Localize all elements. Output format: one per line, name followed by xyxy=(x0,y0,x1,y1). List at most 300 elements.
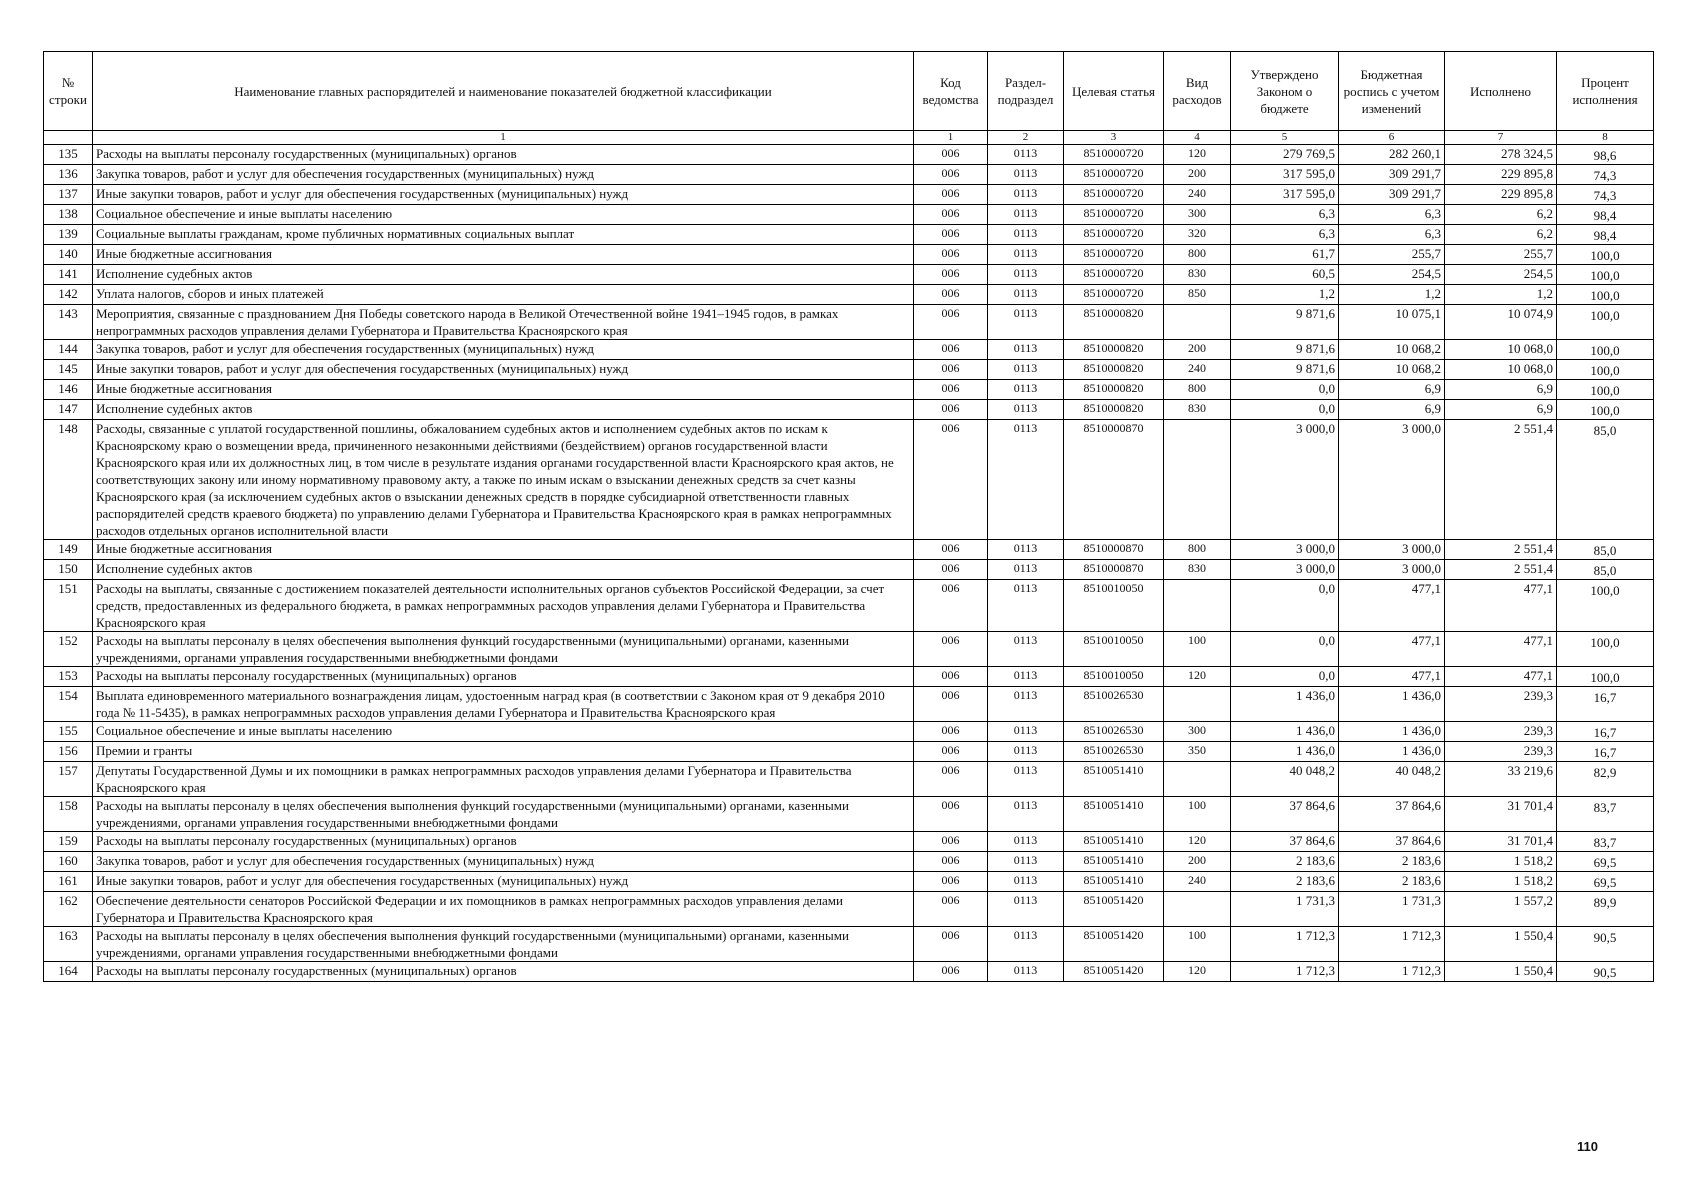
approved-value: 9 871,6 xyxy=(1231,305,1339,340)
dept-code: 006 xyxy=(914,380,988,400)
approved-value: 0,0 xyxy=(1231,632,1339,667)
approved-value: 40 048,2 xyxy=(1231,762,1339,797)
dept-code: 006 xyxy=(914,667,988,687)
budget-list-value: 2 183,6 xyxy=(1339,872,1445,892)
page-number: 110 xyxy=(1577,1139,1598,1154)
percent-value: 100,0 xyxy=(1557,360,1654,380)
budget-list-value: 6,9 xyxy=(1339,380,1445,400)
row-number: 152 xyxy=(44,632,93,667)
approved-value: 317 595,0 xyxy=(1231,185,1339,205)
target-code: 8510000820 xyxy=(1064,340,1164,360)
table-row xyxy=(44,742,1654,762)
target-code: 8510051410 xyxy=(1064,832,1164,852)
percent-value: 100,0 xyxy=(1557,285,1654,305)
table-row xyxy=(44,722,1654,742)
header-target: Целевая статья xyxy=(1064,52,1164,131)
row-name: Мероприятия, связанные с празднованием Дня Победы советского народа в Великой Отечественной войне 1941–1945 годов, в рамках непрограммных расходов управления делами Губернатора и Правительства Красноярского края xyxy=(93,305,914,340)
approved-value: 60,5 xyxy=(1231,265,1339,285)
dept-code: 006 xyxy=(914,872,988,892)
header-exp-type: Вид расходов xyxy=(1164,52,1231,131)
budget-list-value: 3 000,0 xyxy=(1339,560,1445,580)
budget-table-page xyxy=(43,51,1653,982)
approved-value: 0,0 xyxy=(1231,580,1339,632)
executed-value: 33 219,6 xyxy=(1445,762,1557,797)
budget-list-value: 6,9 xyxy=(1339,400,1445,420)
section-code: 0113 xyxy=(988,360,1064,380)
executed-value: 2 551,4 xyxy=(1445,540,1557,560)
executed-value: 1 518,2 xyxy=(1445,852,1557,872)
target-code: 8510000870 xyxy=(1064,560,1164,580)
table-row xyxy=(44,265,1654,285)
row-name: Исполнение судебных актов xyxy=(93,560,914,580)
dept-code: 006 xyxy=(914,400,988,420)
section-code: 0113 xyxy=(988,205,1064,225)
percent-value: 69,5 xyxy=(1557,872,1654,892)
table-row xyxy=(44,245,1654,265)
approved-value: 6,3 xyxy=(1231,225,1339,245)
section-code: 0113 xyxy=(988,340,1064,360)
percent-value: 16,7 xyxy=(1557,687,1654,722)
section-code: 0113 xyxy=(988,245,1064,265)
budget-list-value: 10 068,2 xyxy=(1339,340,1445,360)
row-name: Премии и гранты xyxy=(93,742,914,762)
budget-list-value: 255,7 xyxy=(1339,245,1445,265)
header-budget-list: Бюджетная роспись с учетом изменений xyxy=(1339,52,1445,131)
dept-code: 006 xyxy=(914,632,988,667)
column-number: 7 xyxy=(1445,131,1557,145)
percent-value: 98,4 xyxy=(1557,225,1654,245)
target-code: 8510026530 xyxy=(1064,742,1164,762)
percent-value: 98,4 xyxy=(1557,205,1654,225)
approved-value: 279 769,5 xyxy=(1231,145,1339,165)
column-number: 2 xyxy=(988,131,1064,145)
target-code: 8510000820 xyxy=(1064,305,1164,340)
executed-value: 1 550,4 xyxy=(1445,962,1557,982)
row-number: 156 xyxy=(44,742,93,762)
row-number: 147 xyxy=(44,400,93,420)
table-row xyxy=(44,832,1654,852)
expense-type xyxy=(1164,580,1231,632)
row-name: Закупка товаров, работ и услуг для обеспечения государственных (муниципальных) нужд xyxy=(93,340,914,360)
target-code: 8510000720 xyxy=(1064,245,1164,265)
row-number: 143 xyxy=(44,305,93,340)
table-row xyxy=(44,420,1654,540)
budget-list-value: 477,1 xyxy=(1339,580,1445,632)
table-row xyxy=(44,797,1654,832)
percent-value: 100,0 xyxy=(1557,380,1654,400)
percent-value: 100,0 xyxy=(1557,245,1654,265)
percent-value: 74,3 xyxy=(1557,185,1654,205)
dept-code: 006 xyxy=(914,305,988,340)
budget-list-value: 6,3 xyxy=(1339,225,1445,245)
budget-list-value: 10 075,1 xyxy=(1339,305,1445,340)
percent-value: 90,5 xyxy=(1557,962,1654,982)
budget-list-value: 282 260,1 xyxy=(1339,145,1445,165)
executed-value: 477,1 xyxy=(1445,632,1557,667)
expense-type: 200 xyxy=(1164,852,1231,872)
table-row xyxy=(44,165,1654,185)
expense-type: 120 xyxy=(1164,667,1231,687)
budget-list-value: 1 731,3 xyxy=(1339,892,1445,927)
expense-type: 100 xyxy=(1164,632,1231,667)
row-name: Расходы на выплаты персоналу государственных (муниципальных) органов xyxy=(93,145,914,165)
dept-code: 006 xyxy=(914,927,988,962)
section-code: 0113 xyxy=(988,580,1064,632)
section-code: 0113 xyxy=(988,742,1064,762)
row-name: Выплата единовременного материального вознаграждения лицам, удостоенным наград края (в соответствии с Законом края от 9 декабря 2010 года № 11-5435), в рамках непрограммных расходов управления делами Губернатора и Правительства Красноярского края xyxy=(93,687,914,722)
target-code: 8510010050 xyxy=(1064,632,1164,667)
table-row xyxy=(44,380,1654,400)
table-row xyxy=(44,560,1654,580)
target-code: 8510000820 xyxy=(1064,380,1164,400)
table-row xyxy=(44,872,1654,892)
row-name: Обеспечение деятельности сенаторов Российской Федерации и их помощников в рамках непрограммных расходов управления делами Губернатора и Правительства Красноярского края xyxy=(93,892,914,927)
row-name: Расходы, связанные с уплатой государственной пошлины, обжалованием судебных актов и исполнением судебных актов по искам к Красноярскому краю о возмещении вреда, причиненного незаконными действиями (бездействием) органов государственной власти Красноярского края или их должностных лиц, в том числе в результате издания органами государственной власти Красноярского края актов, не соответствующих закону или иному нормативному правовому акту, а также по иным искам о взыскании денежных средств за счет казны Красноярского края (за исключением судебных актов о взыскании денежных средств в порядке субсидиарной ответственности главных распорядителей средств краевого бюджета) по управлению делами Губернатора и Правительства Красноярского края в рамках непрограммных расходов отдельных органов исполнительной власти xyxy=(93,420,914,540)
table-row xyxy=(44,632,1654,667)
expense-type: 830 xyxy=(1164,265,1231,285)
approved-value: 61,7 xyxy=(1231,245,1339,265)
table-row xyxy=(44,145,1654,165)
approved-value: 37 864,6 xyxy=(1231,832,1339,852)
row-number: 145 xyxy=(44,360,93,380)
row-name: Расходы на выплаты персоналу в целях обеспечения выполнения функций государственными (муниципальными) органами, казенными учреждениями, органами управления государственными внебюджетными фондами xyxy=(93,927,914,962)
row-number: 154 xyxy=(44,687,93,722)
executed-value: 10 074,9 xyxy=(1445,305,1557,340)
budget-list-value: 1 436,0 xyxy=(1339,687,1445,722)
percent-value: 85,0 xyxy=(1557,420,1654,540)
dept-code: 006 xyxy=(914,687,988,722)
table-row xyxy=(44,340,1654,360)
section-code: 0113 xyxy=(988,892,1064,927)
table-row xyxy=(44,185,1654,205)
target-code: 8510051420 xyxy=(1064,892,1164,927)
header-dept-code: Код ведомства xyxy=(914,52,988,131)
budget-list-value: 309 291,7 xyxy=(1339,165,1445,185)
executed-value: 477,1 xyxy=(1445,667,1557,687)
section-code: 0113 xyxy=(988,285,1064,305)
row-number: 140 xyxy=(44,245,93,265)
executed-value: 477,1 xyxy=(1445,580,1557,632)
expense-type xyxy=(1164,305,1231,340)
section-code: 0113 xyxy=(988,145,1064,165)
budget-list-value: 3 000,0 xyxy=(1339,420,1445,540)
row-name: Иные бюджетные ассигнования xyxy=(93,380,914,400)
dept-code: 006 xyxy=(914,165,988,185)
section-code: 0113 xyxy=(988,722,1064,742)
dept-code: 006 xyxy=(914,265,988,285)
expense-type: 300 xyxy=(1164,722,1231,742)
executed-value: 239,3 xyxy=(1445,687,1557,722)
budget-list-value: 6,3 xyxy=(1339,205,1445,225)
row-number: 144 xyxy=(44,340,93,360)
percent-value: 100,0 xyxy=(1557,340,1654,360)
section-code: 0113 xyxy=(988,265,1064,285)
row-number: 158 xyxy=(44,797,93,832)
target-code: 8510051410 xyxy=(1064,797,1164,832)
expense-type: 850 xyxy=(1164,285,1231,305)
dept-code: 006 xyxy=(914,852,988,872)
table-row xyxy=(44,580,1654,632)
dept-code: 006 xyxy=(914,832,988,852)
dept-code: 006 xyxy=(914,742,988,762)
header-percent: Процент исполнения xyxy=(1557,52,1654,131)
section-code: 0113 xyxy=(988,185,1064,205)
budget-list-value: 309 291,7 xyxy=(1339,185,1445,205)
table-row xyxy=(44,962,1654,982)
dept-code: 006 xyxy=(914,797,988,832)
dept-code: 006 xyxy=(914,340,988,360)
expense-type: 120 xyxy=(1164,145,1231,165)
percent-value: 100,0 xyxy=(1557,667,1654,687)
section-code: 0113 xyxy=(988,962,1064,982)
row-name: Иные бюджетные ассигнования xyxy=(93,245,914,265)
table-row xyxy=(44,305,1654,340)
budget-list-value: 254,5 xyxy=(1339,265,1445,285)
executed-value: 1 557,2 xyxy=(1445,892,1557,927)
approved-value: 6,3 xyxy=(1231,205,1339,225)
percent-value: 100,0 xyxy=(1557,580,1654,632)
percent-value: 100,0 xyxy=(1557,632,1654,667)
table-body xyxy=(44,145,1654,982)
table-row xyxy=(44,205,1654,225)
dept-code: 006 xyxy=(914,360,988,380)
budget-list-value: 1,2 xyxy=(1339,285,1445,305)
section-code: 0113 xyxy=(988,762,1064,797)
dept-code: 006 xyxy=(914,225,988,245)
percent-value: 83,7 xyxy=(1557,797,1654,832)
executed-value: 239,3 xyxy=(1445,722,1557,742)
budget-list-value: 1 712,3 xyxy=(1339,927,1445,962)
budget-list-value: 37 864,6 xyxy=(1339,832,1445,852)
target-code: 8510010050 xyxy=(1064,667,1164,687)
section-code: 0113 xyxy=(988,852,1064,872)
budget-list-value: 477,1 xyxy=(1339,667,1445,687)
approved-value: 317 595,0 xyxy=(1231,165,1339,185)
dept-code: 006 xyxy=(914,540,988,560)
executed-value: 31 701,4 xyxy=(1445,797,1557,832)
executed-value: 254,5 xyxy=(1445,265,1557,285)
target-code: 8510000720 xyxy=(1064,205,1164,225)
target-code: 8510051420 xyxy=(1064,962,1164,982)
header-approved: Утверждено Законом о бюджете xyxy=(1231,52,1339,131)
percent-value: 98,6 xyxy=(1557,145,1654,165)
row-name: Социальное обеспечение и иные выплаты населению xyxy=(93,722,914,742)
executed-value: 10 068,0 xyxy=(1445,340,1557,360)
approved-value: 1 436,0 xyxy=(1231,722,1339,742)
row-number: 148 xyxy=(44,420,93,540)
row-number: 139 xyxy=(44,225,93,245)
target-code: 8510051420 xyxy=(1064,927,1164,962)
budget-list-value: 1 712,3 xyxy=(1339,962,1445,982)
budget-list-value: 1 436,0 xyxy=(1339,722,1445,742)
row-name: Исполнение судебных актов xyxy=(93,265,914,285)
row-number: 149 xyxy=(44,540,93,560)
approved-value: 3 000,0 xyxy=(1231,540,1339,560)
section-code: 0113 xyxy=(988,540,1064,560)
section-code: 0113 xyxy=(988,165,1064,185)
expense-type: 120 xyxy=(1164,962,1231,982)
row-number: 163 xyxy=(44,927,93,962)
row-number: 135 xyxy=(44,145,93,165)
table-row xyxy=(44,852,1654,872)
approved-value: 0,0 xyxy=(1231,380,1339,400)
expense-type xyxy=(1164,762,1231,797)
table-row xyxy=(44,892,1654,927)
dept-code: 006 xyxy=(914,145,988,165)
expense-type: 830 xyxy=(1164,400,1231,420)
section-code: 0113 xyxy=(988,225,1064,245)
row-number: 151 xyxy=(44,580,93,632)
approved-value: 37 864,6 xyxy=(1231,797,1339,832)
row-number: 160 xyxy=(44,852,93,872)
target-code: 8510026530 xyxy=(1064,687,1164,722)
dept-code: 006 xyxy=(914,185,988,205)
row-number: 137 xyxy=(44,185,93,205)
executed-value: 1 550,4 xyxy=(1445,927,1557,962)
expense-type: 350 xyxy=(1164,742,1231,762)
percent-value: 90,5 xyxy=(1557,927,1654,962)
percent-value: 69,5 xyxy=(1557,852,1654,872)
expense-type xyxy=(1164,892,1231,927)
column-number: 8 xyxy=(1557,131,1654,145)
target-code: 8510000720 xyxy=(1064,285,1164,305)
dept-code: 006 xyxy=(914,245,988,265)
row-number: 138 xyxy=(44,205,93,225)
expense-type: 800 xyxy=(1164,380,1231,400)
row-name: Расходы на выплаты персоналу в целях обеспечения выполнения функций государственными (муниципальными) органами, казенными учреждениями, органами управления государственными внебюджетными фондами xyxy=(93,797,914,832)
budget-list-value: 10 068,2 xyxy=(1339,360,1445,380)
approved-value: 1 436,0 xyxy=(1231,742,1339,762)
dept-code: 006 xyxy=(914,205,988,225)
target-code: 8510026530 xyxy=(1064,722,1164,742)
executed-value: 6,2 xyxy=(1445,225,1557,245)
budget-list-value: 2 183,6 xyxy=(1339,852,1445,872)
executed-value: 6,9 xyxy=(1445,400,1557,420)
row-name: Депутаты Государственной Думы и их помощники в рамках непрограммных расходов управления делами Губернатора и Правительства Красноярского края xyxy=(93,762,914,797)
target-code: 8510000720 xyxy=(1064,225,1164,245)
column-number-row xyxy=(44,131,1654,145)
expense-type: 240 xyxy=(1164,872,1231,892)
section-code: 0113 xyxy=(988,380,1064,400)
column-number: 3 xyxy=(1064,131,1164,145)
header-section: Раздел-подраздел xyxy=(988,52,1064,131)
expense-type: 100 xyxy=(1164,927,1231,962)
expense-type: 120 xyxy=(1164,832,1231,852)
budget-execution-table xyxy=(43,51,1654,982)
target-code: 8510051410 xyxy=(1064,872,1164,892)
column-number: 1 xyxy=(93,131,914,145)
percent-value: 85,0 xyxy=(1557,540,1654,560)
target-code: 8510000720 xyxy=(1064,165,1164,185)
executed-value: 10 068,0 xyxy=(1445,360,1557,380)
executed-value: 278 324,5 xyxy=(1445,145,1557,165)
executed-value: 6,2 xyxy=(1445,205,1557,225)
expense-type: 200 xyxy=(1164,340,1231,360)
dept-code: 006 xyxy=(914,762,988,797)
percent-value: 100,0 xyxy=(1557,305,1654,340)
section-code: 0113 xyxy=(988,872,1064,892)
dept-code: 006 xyxy=(914,420,988,540)
row-number: 146 xyxy=(44,380,93,400)
table-row xyxy=(44,285,1654,305)
table-header xyxy=(44,52,1654,145)
expense-type: 100 xyxy=(1164,797,1231,832)
dept-code: 006 xyxy=(914,285,988,305)
row-name: Социальные выплаты гражданам, кроме публичных нормативных социальных выплат xyxy=(93,225,914,245)
expense-type: 240 xyxy=(1164,360,1231,380)
target-code: 8510000720 xyxy=(1064,185,1164,205)
budget-list-value: 37 864,6 xyxy=(1339,797,1445,832)
table-row xyxy=(44,400,1654,420)
target-code: 8510051410 xyxy=(1064,852,1164,872)
row-number: 155 xyxy=(44,722,93,742)
approved-value: 9 871,6 xyxy=(1231,340,1339,360)
section-code: 0113 xyxy=(988,927,1064,962)
percent-value: 74,3 xyxy=(1557,165,1654,185)
row-number: 153 xyxy=(44,667,93,687)
header-executed: Исполнено xyxy=(1445,52,1557,131)
row-number: 162 xyxy=(44,892,93,927)
row-number: 136 xyxy=(44,165,93,185)
section-code: 0113 xyxy=(988,400,1064,420)
table-row xyxy=(44,687,1654,722)
expense-type: 200 xyxy=(1164,165,1231,185)
section-code: 0113 xyxy=(988,420,1064,540)
row-name: Расходы на выплаты персоналу государственных (муниципальных) органов xyxy=(93,667,914,687)
row-number: 161 xyxy=(44,872,93,892)
row-name: Иные закупки товаров, работ и услуг для обеспечения государственных (муниципальных) нужд xyxy=(93,872,914,892)
target-code: 8510000720 xyxy=(1064,265,1164,285)
row-name: Расходы на выплаты, связанные с достижением показателей деятельности исполнительных органов субъектов Российской Федерации, за счет средств, предоставленных из федерального бюджета, в рамках непрограммных расходов управления делами Губернатора и Правительства Красноярского края xyxy=(93,580,914,632)
executed-value: 255,7 xyxy=(1445,245,1557,265)
row-number: 150 xyxy=(44,560,93,580)
header-row-no: № строки xyxy=(44,52,93,131)
table-row xyxy=(44,225,1654,245)
row-name: Закупка товаров, работ и услуг для обеспечения государственных (муниципальных) нужд xyxy=(93,852,914,872)
target-code: 8510000820 xyxy=(1064,360,1164,380)
section-code: 0113 xyxy=(988,832,1064,852)
row-number: 142 xyxy=(44,285,93,305)
approved-value: 1 712,3 xyxy=(1231,927,1339,962)
expense-type: 240 xyxy=(1164,185,1231,205)
approved-value: 0,0 xyxy=(1231,400,1339,420)
column-number: 1 xyxy=(914,131,988,145)
expense-type xyxy=(1164,687,1231,722)
target-code: 8510000870 xyxy=(1064,540,1164,560)
section-code: 0113 xyxy=(988,667,1064,687)
row-name: Расходы на выплаты персоналу государственных (муниципальных) органов xyxy=(93,832,914,852)
row-name: Расходы на выплаты персоналу государственных (муниципальных) органов xyxy=(93,962,914,982)
executed-value: 6,9 xyxy=(1445,380,1557,400)
approved-value: 3 000,0 xyxy=(1231,420,1339,540)
percent-value: 16,7 xyxy=(1557,742,1654,762)
column-number xyxy=(44,131,93,145)
table-row xyxy=(44,540,1654,560)
approved-value: 3 000,0 xyxy=(1231,560,1339,580)
row-number: 159 xyxy=(44,832,93,852)
row-name: Исполнение судебных актов xyxy=(93,400,914,420)
target-code: 8510000870 xyxy=(1064,420,1164,540)
table-row xyxy=(44,667,1654,687)
percent-value: 100,0 xyxy=(1557,400,1654,420)
expense-type: 320 xyxy=(1164,225,1231,245)
dept-code: 006 xyxy=(914,962,988,982)
header-name: Наименование главных распорядителей и наименование показателей бюджетной классификации xyxy=(93,52,914,131)
expense-type xyxy=(1164,420,1231,540)
row-number: 164 xyxy=(44,962,93,982)
dept-code: 006 xyxy=(914,580,988,632)
row-number: 141 xyxy=(44,265,93,285)
